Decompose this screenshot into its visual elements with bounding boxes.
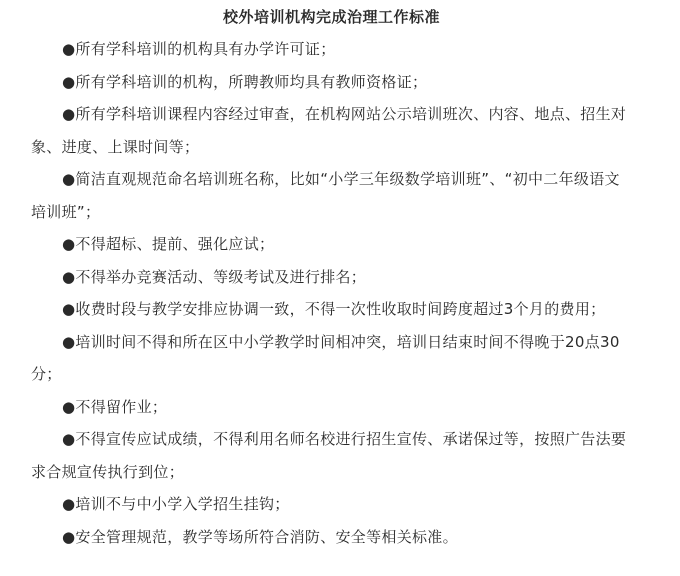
list-item-text: 所有学科培训的机构具有办学许可证；: [75, 40, 336, 58]
bullet-icon: ●: [62, 105, 76, 123]
bullet-icon: ●: [62, 527, 76, 546]
list-item: [31, 66, 632, 99]
bullet-icon: ●: [62, 300, 76, 318]
bullet-icon: ●: [62, 40, 76, 58]
bullet-icon: ●: [62, 332, 76, 351]
list-item: [31, 488, 632, 521]
list-item: [31, 261, 632, 294]
bullet-icon: ●: [62, 235, 76, 253]
document-title: 校外培训机构完成治理工作标准: [222, 8, 440, 26]
list-item: [31, 98, 632, 163]
list-item-text: 所有学科培训课程内容经过审查，在机构网站公示培训班次、内容、地点、招生对象、进度、上课时间等；: [31, 105, 627, 156]
list-item: [31, 521, 632, 554]
list-item-text: 不得宣传应试成绩，不得利用名师名校进行招生宣传、承诺保过等，按照广告法要求合规宣传执行到位；: [31, 430, 627, 481]
list-item: [31, 163, 632, 228]
bullet-icon: ●: [62, 72, 76, 91]
bullet-icon: ●: [62, 397, 76, 416]
list-item: [31, 293, 632, 326]
list-item: [31, 33, 632, 66]
list-item: [31, 326, 632, 391]
list-item-text: 培训时间不得和所在区中小学教学时间相冲突，培训日结束时间不得晚于20点30分；: [31, 332, 620, 383]
list-item-text: 安全管理规范，教学等场所符合消防、安全等相关标准。: [75, 527, 458, 546]
bullet-icon: ●: [62, 430, 76, 448]
list-item-text: 不得超标、提前、强化应试；: [75, 235, 275, 253]
list-item: [31, 228, 632, 261]
list-item-text: 所有学科培训的机构，所聘教师均具有教师资格证；: [75, 72, 428, 91]
list-item: [31, 391, 632, 424]
bullet-icon: ●: [62, 267, 76, 286]
list-item-text: 简洁直观规范命名培训班名称，比如“小学三年级数学培训班”、“初中二年级语文培训班”；: [31, 170, 620, 221]
list-item-text: 培训不与中小学入学招生挂钩；: [75, 495, 290, 513]
list-item-text: 不得留作业；: [75, 397, 168, 416]
bullet-icon: ●: [62, 170, 76, 188]
bullet-icon: ●: [62, 495, 76, 513]
list-item-text: 不得举办竞赛活动、等级考试及进行排名；: [75, 267, 367, 286]
list-item-text: 收费时段与教学安排应协调一致，不得一次性收取时间跨度超过3个月的费用；: [75, 300, 606, 318]
list-item: [31, 423, 632, 488]
